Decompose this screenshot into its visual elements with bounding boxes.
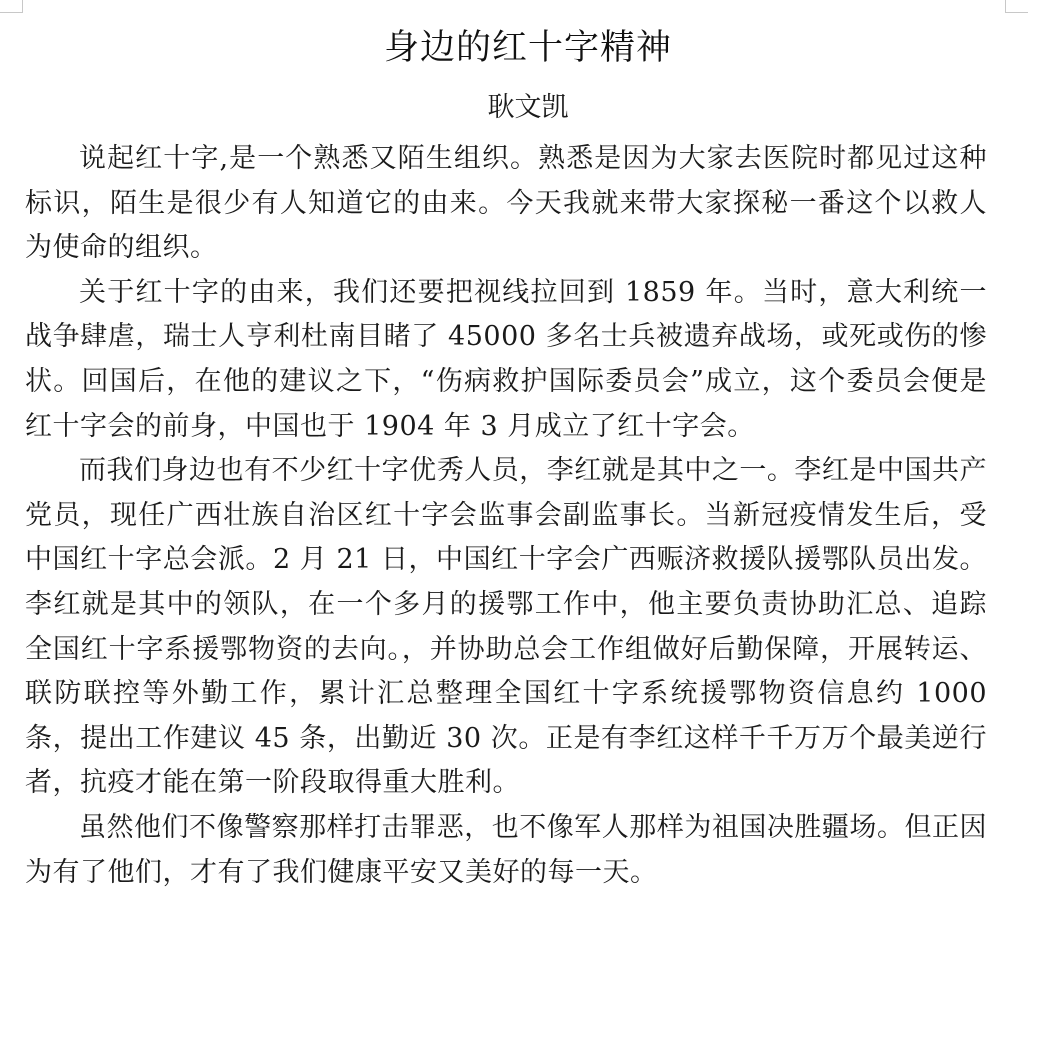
paragraph-4: 虽然他们不像警察那样打击罪恶，也不像军人那样为祖国决胜疆场。但正因为有了他们，才有了我们健康平安又美好的每一天。 [25,811,987,888]
paragraph-3: 而我们身边也有不少红十字优秀人员，李红就是其中之一。李红是中国共产党员，现任广西壮族自治区红十字会监事会副监事长。当新冠疫情发生后，受中国红十字总会派。2 月 21 日，中国红十字会广西赈济救援队援鄂队员出发。李红就是其中的领队，在一个多月的援鄂工作中，他主要负责协助汇总、追踪全国红十字系援鄂物资的去向。，并协助总会工作组做好后勤保障，开展转运、联防联控等外勤工作，累计汇总整理全国红十字系统援鄂物资信息约 1000 条，提出工作建议 45 条，出勤近 30 次。正是有李红这样千千万万个最美逆行者，抗疫才能在第一阶段取得重大胜利。 [25,455,987,799]
paragraph-1: 说起红十字,是一个熟悉又陌生组织。熟悉是因为大家去医院时都见过这种标识，陌生是很少有人知道它的由来。今天我就来带大家探秘一番这个以救人为使命的组织。 [25,143,987,264]
paragraph-2: 关于红十字的由来，我们还要把视线拉回到 1859 年。当时，意大利统一战争肆虐，瑞士人亨利杜南目睹了 45000 多名士兵被遗弃战场，或死或伤的惨状。回国后，在他的建议之下，“伤病救护国际委员会”成立，这个委员会便是红十字会的前身，中国也于 1904 年 3 月成立了红十字会。 [25,276,987,442]
author-name: 耿文凯 [487,92,569,123]
crop-mark-top-right [1005,0,1028,13]
document-title: 身边的红十字精神 [383,28,672,68]
document-body [25,137,987,895]
crop-mark-top-left [0,0,23,13]
